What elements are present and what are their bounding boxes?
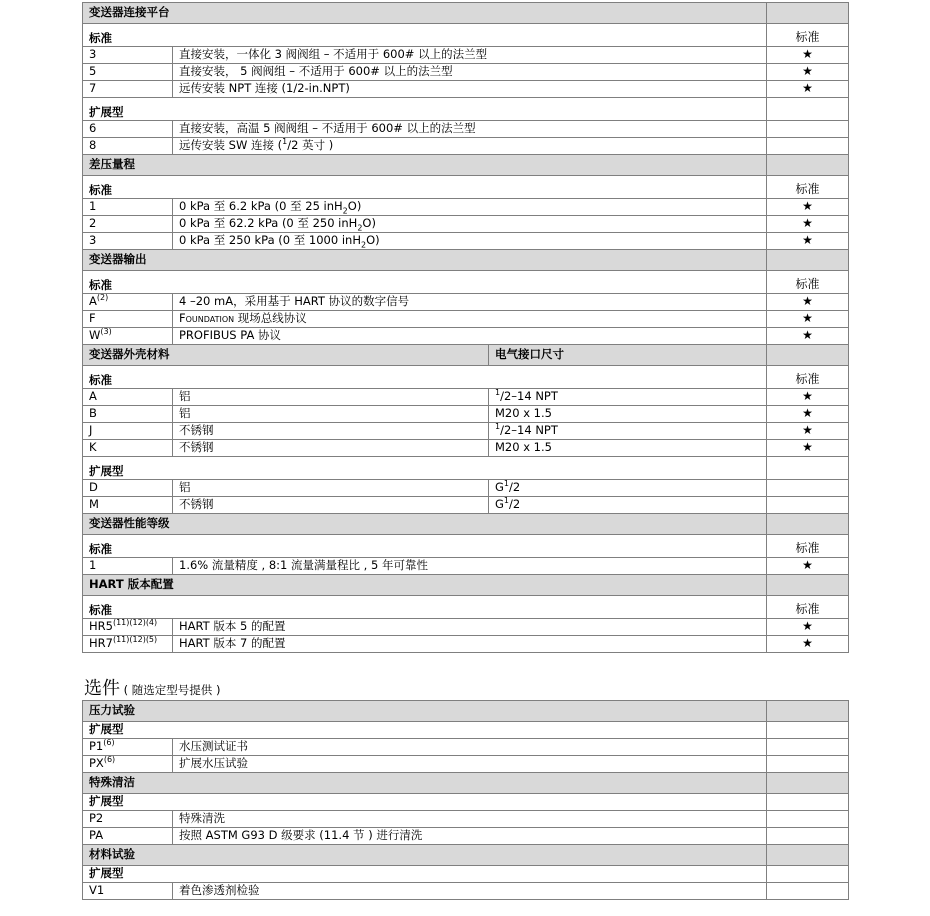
standard-star: ★ [767,311,849,328]
option-code: $W^{(3)}$ [83,328,173,345]
option-code: 7 [83,81,173,98]
section-header-platform [83,3,849,24]
option-code: PX$^{(6)}$ [83,756,173,773]
table-row [83,828,849,845]
standard-star: ★ [767,233,849,250]
table-row [83,311,849,328]
standard-star: ★ [767,81,849,98]
housing-material: 不锈钢 [173,497,489,514]
standard-star: ★ [767,423,849,440]
section-title: 变送器输出 [83,250,767,271]
section-header-output [83,250,849,271]
group-standard [83,535,849,558]
option-description: 0 kPa 至 6.2 kPa (0 至 25 inH$_2$O) [173,199,767,216]
table-row [83,138,849,155]
group-label: 扩展型 [83,98,767,121]
table-row [83,558,849,575]
option-description: PROFIBUS PA 协议 [173,328,767,345]
standard-column-label: 标准 [767,24,849,47]
group-standard [83,176,849,199]
option-description: 直接安装，高温 5 阀阀组 – 不适用于 600# 以上的法兰型 [173,121,767,138]
table-row [83,636,849,653]
standard-star: ★ [767,619,849,636]
option-code: D [83,480,173,497]
section-header-hart [83,575,849,596]
model-code-table [82,2,849,653]
table-row [83,406,849,423]
group-label: 标准 [83,271,767,294]
section-title: 压力试验 [83,701,767,722]
option-code: 3 [83,47,173,64]
standard-star: ★ [767,216,849,233]
group-label: 扩展型 [83,866,767,883]
option-description: 4 –20 mA，采用基于 HART 协议的数字信号 [173,294,767,311]
option-description: Foundation 现场总线协议 [173,311,767,328]
standard-star: ★ [767,328,849,345]
standard-star: ★ [767,47,849,64]
option-code: V1 [83,883,173,900]
options-note: ( 随选定型号提供 ) [120,683,221,697]
group-label: 扩展型 [83,722,767,739]
option-code: 3 [83,233,173,250]
housing-material: 不锈钢 [173,440,489,457]
option-description: 直接安装，一体化 3 阀阀组 – 不适用于 600# 以上的法兰型 [173,47,767,64]
housing-material: 不锈钢 [173,423,489,440]
group-standard [83,271,849,294]
group-standard [83,24,849,47]
housing-material: 铝 [173,480,489,497]
standard-column-label: 标准 [767,596,849,619]
group-label: 扩展型 [83,794,767,811]
group-label: 标准 [83,366,767,389]
table-row [83,216,849,233]
option-description: 水压测试证书 [173,739,767,756]
option-code: $HR5^{(11)(12)(4)}$ [83,619,173,636]
option-code: 5 [83,64,173,81]
option-description: 0 kPa 至 250 kPa (0 至 1000 inH$_2$O) [173,233,767,250]
table-row [83,423,849,440]
table-row [83,47,849,64]
standard-column-label: 标准 [767,535,849,558]
conduit-size: M20 x 1.5 [489,440,767,457]
table-row [83,81,849,98]
standard-column-label: 标准 [767,366,849,389]
section-header-performance [83,514,849,535]
table-row [83,328,849,345]
table-row [83,480,849,497]
option-description: 远传安装 SW 连接 ($^1$/2 英寸 ) [173,138,767,155]
standard-star: ★ [767,64,849,81]
conduit-size: $G^1/2$ [489,497,767,514]
group-standard [83,596,849,619]
group-extended [83,457,849,480]
option-code: 1 [83,199,173,216]
table-row [83,389,849,406]
table-row [83,739,849,756]
section-header-range [83,155,849,176]
standard-star: ★ [767,636,849,653]
option-code: A [83,389,173,406]
section-title: HART 版本配置 [83,575,767,596]
table-row [83,64,849,81]
option-code: $A^{(2)}$ [83,294,173,311]
option-code: $HR7^{(11)(12)(5)}$ [83,636,173,653]
options-heading [84,678,220,700]
option-code: 1 [83,558,173,575]
option-code: J [83,423,173,440]
standard-star: ★ [767,558,849,575]
standard-star: ★ [767,199,849,216]
section-title: 变送器性能等级 [83,514,767,535]
option-description: 远传安装 NPT 连接 (1/2-in.NPT) [173,81,767,98]
housing-material: 铝 [173,389,489,406]
section-header-pressure-test [83,701,849,722]
table-row [83,121,849,138]
standard-column-label: 标准 [767,271,849,294]
table-row [83,497,849,514]
option-description: HART 版本 5 的配置 [173,619,767,636]
table-row [83,619,849,636]
housing-material: 铝 [173,406,489,423]
option-description: HART 版本 7 的配置 [173,636,767,653]
conduit-size: M20 x 1.5 [489,406,767,423]
option-code: 6 [83,121,173,138]
group-label: 扩展型 [83,457,767,480]
section-title: 材料试验 [83,845,767,866]
option-description: 0 kPa 至 62.2 kPa (0 至 250 inH$_2$O) [173,216,767,233]
table-row [83,883,849,900]
group-extended [83,866,849,883]
option-description: 1.6% 流量精度 , 8:1 流量满量程比 , 5 年可靠性 [173,558,767,575]
standard-column-label: 标准 [767,176,849,199]
table-row [83,811,849,828]
option-code: PA [83,828,173,845]
section-title: 变送器连接平台 [83,3,767,24]
group-extended [83,98,849,121]
option-code: P1$^{(6)}$ [83,739,173,756]
group-label: 标准 [83,24,767,47]
section-title: 变送器外壳材料 [83,345,489,366]
option-description: 着色渗透剂检验 [173,883,767,900]
group-extended [83,794,849,811]
table-row [83,440,849,457]
option-code: B [83,406,173,423]
group-label: 标准 [83,176,767,199]
conduit-size: $G^1/2$ [489,480,767,497]
conduit-title: 电气接口尺寸 [489,345,767,366]
option-description: 按照 ASTM G93 D 级要求 (11.4 节 ) 进行清洗 [173,828,767,845]
group-label: 标准 [83,535,767,558]
conduit-size: $^1$/2–14 NPT [489,423,767,440]
table-row [83,294,849,311]
options-title: 选件 [84,678,120,699]
options-table [82,700,849,900]
group-label: 标准 [83,596,767,619]
group-extended [83,722,849,739]
standard-star: ★ [767,389,849,406]
section-header-housing [83,345,849,366]
option-description: 扩展水压试验 [173,756,767,773]
table-row [83,233,849,250]
standard-star: ★ [767,406,849,423]
option-description: 特殊清洗 [173,811,767,828]
option-code: M [83,497,173,514]
table-row [83,756,849,773]
standard-star: ★ [767,440,849,457]
section-title: 特殊清洁 [83,773,767,794]
group-standard [83,366,849,389]
option-description: 直接安装， 5 阀阀组 – 不适用于 600# 以上的法兰型 [173,64,767,81]
section-header-cleaning [83,773,849,794]
section-title: 差压量程 [83,155,767,176]
option-code: 8 [83,138,173,155]
table-row [83,199,849,216]
option-code: K [83,440,173,457]
section-header-material-test [83,845,849,866]
conduit-size: $^1$/2–14 NPT [489,389,767,406]
option-code: P2 [83,811,173,828]
standard-star: ★ [767,294,849,311]
option-code: F [83,311,173,328]
option-code: 2 [83,216,173,233]
